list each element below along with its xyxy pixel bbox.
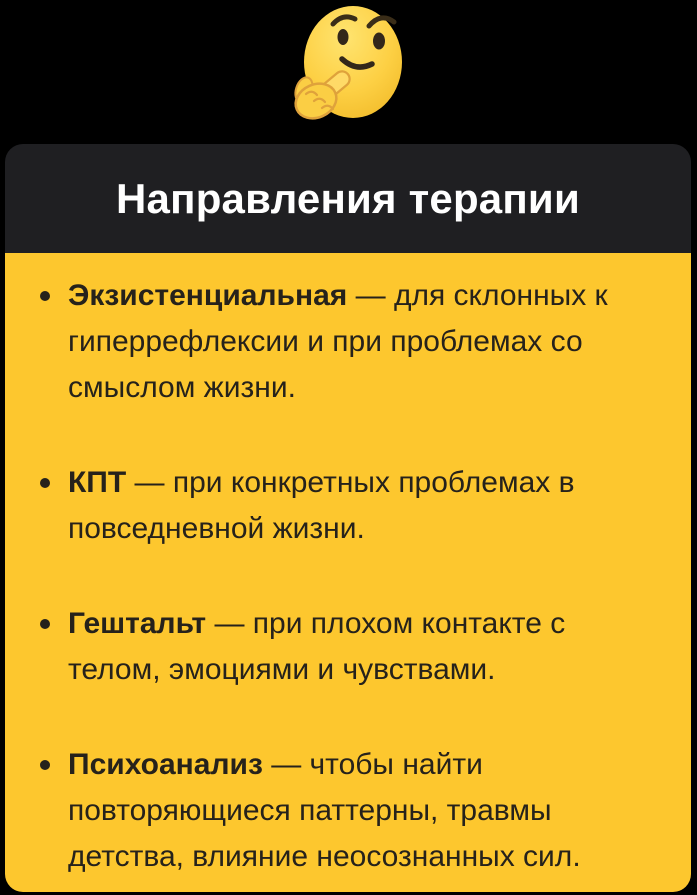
thinking-face-emoji bbox=[290, 2, 408, 124]
page-title: Направления терапии bbox=[116, 174, 580, 222]
bullet-dot bbox=[40, 291, 50, 301]
therapy-description: — при конкретных проблемах в повседневной жизни. bbox=[68, 466, 575, 545]
list-item bbox=[40, 742, 661, 880]
list-item bbox=[40, 460, 661, 552]
bullet-dot bbox=[40, 478, 50, 488]
therapy-term: Экзистенциальная bbox=[68, 279, 348, 312]
therapy-term: Психоанализ bbox=[68, 748, 263, 781]
therapy-entry bbox=[68, 460, 643, 552]
bullet-dot bbox=[40, 760, 50, 770]
therapy-description: — для склонных к гиперрефлексии и при проблемах со смыслом жизни. bbox=[68, 279, 608, 404]
therapy-entry bbox=[68, 273, 643, 411]
therapy-description: — чтобы найти повторяющиеся паттерны, травмы детства, влияние неосознанных сил. bbox=[68, 748, 581, 873]
card-header bbox=[5, 144, 691, 253]
thinking-face-icon bbox=[290, 2, 408, 124]
therapy-card bbox=[5, 144, 691, 892]
therapy-list bbox=[40, 273, 661, 880]
therapy-description: — при плохом контакте с телом, эмоциями и чувствами. bbox=[68, 607, 566, 686]
therapy-entry bbox=[68, 601, 643, 693]
list-item bbox=[40, 601, 661, 693]
therapy-entry bbox=[68, 742, 643, 880]
therapy-term: Гештальт bbox=[68, 607, 207, 640]
list-item bbox=[40, 273, 661, 411]
therapy-term: КПТ bbox=[68, 466, 127, 499]
card-body bbox=[5, 253, 691, 892]
bullet-dot bbox=[40, 619, 50, 629]
